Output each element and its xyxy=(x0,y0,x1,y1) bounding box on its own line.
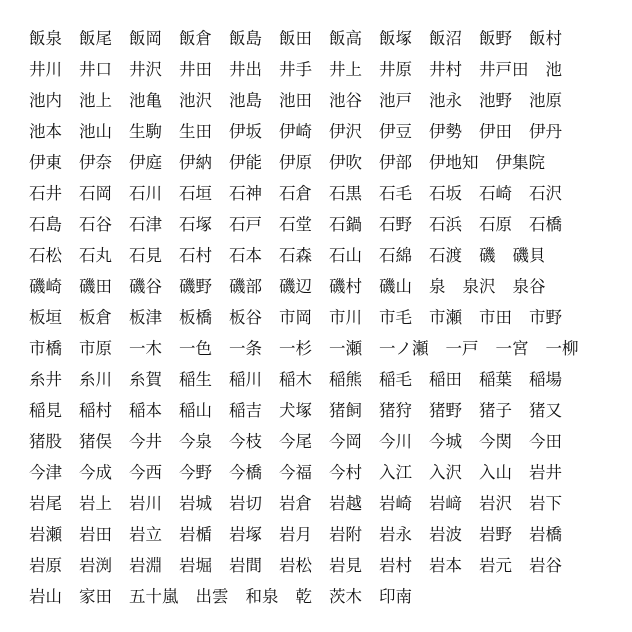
name-item: 磯部 xyxy=(229,277,262,296)
name-item: 猪子 xyxy=(479,401,512,420)
name-item: 岩谷 xyxy=(529,556,562,575)
name-item: 池 xyxy=(545,60,562,79)
name-item: 出雲 xyxy=(195,587,229,606)
name-item: 猪飼 xyxy=(329,401,362,420)
name-item: 井戸田 xyxy=(479,60,529,79)
name-item: 石堂 xyxy=(279,215,312,234)
name-item: 岩渕 xyxy=(79,556,112,575)
name-item: 石綿 xyxy=(379,246,412,265)
name-item: 岩尾 xyxy=(29,494,62,513)
name-item: 井川 xyxy=(29,60,62,79)
name-item: 岩城 xyxy=(179,494,212,513)
name-item: 石坂 xyxy=(429,184,462,203)
name-item: 井手 xyxy=(279,60,312,79)
name-item: 井村 xyxy=(429,60,462,79)
name-item: 市橋 xyxy=(29,339,62,358)
name-item: 乾 xyxy=(295,587,312,606)
name-row xyxy=(29,25,627,56)
name-item: 岩川 xyxy=(129,494,162,513)
name-item: 池田 xyxy=(279,91,312,110)
name-item: 一戸 xyxy=(445,339,479,358)
name-item: 岩堀 xyxy=(179,556,212,575)
name-item: 入沢 xyxy=(429,463,462,482)
name-item: 猪狩 xyxy=(379,401,412,420)
name-row xyxy=(29,552,627,583)
name-item: 今成 xyxy=(79,463,112,482)
name-item: 稲田 xyxy=(429,370,462,389)
name-item: 磯 xyxy=(479,246,496,265)
name-item: 飯高 xyxy=(329,29,362,48)
name-row xyxy=(29,583,627,614)
name-item: 市田 xyxy=(479,308,512,327)
name-item: 板垣 xyxy=(29,308,62,327)
name-item: 岩見 xyxy=(329,556,362,575)
name-row xyxy=(29,459,627,490)
name-item: 石丸 xyxy=(79,246,112,265)
name-item: 飯村 xyxy=(529,29,562,48)
name-item: 飯島 xyxy=(229,29,262,48)
name-item: 石井 xyxy=(29,184,62,203)
name-item: 稲吉 xyxy=(229,401,262,420)
name-item: 岩淵 xyxy=(129,556,162,575)
name-row xyxy=(29,521,627,552)
name-item: 入山 xyxy=(479,463,512,482)
name-item: 岩永 xyxy=(379,525,412,544)
name-item: 伊丹 xyxy=(529,122,562,141)
name-item: 岩崎 xyxy=(379,494,412,513)
name-item: 今城 xyxy=(429,432,462,451)
name-item: 石島 xyxy=(29,215,62,234)
name-item: 岩村 xyxy=(379,556,412,575)
name-item: 岩倉 xyxy=(279,494,312,513)
name-item: 今井 xyxy=(129,432,162,451)
name-item: 五十嵐 xyxy=(129,587,179,606)
name-item: 岩井 xyxy=(529,463,562,482)
name-item: 岩本 xyxy=(429,556,462,575)
name-item: 石見 xyxy=(129,246,162,265)
name-item: 稲場 xyxy=(529,370,562,389)
name-item: 伊東 xyxy=(29,153,62,172)
name-item: 稲木 xyxy=(279,370,312,389)
name-item: 岩月 xyxy=(279,525,312,544)
name-item: 池野 xyxy=(479,91,512,110)
name-item: 岩沢 xyxy=(479,494,512,513)
name-item: 磯村 xyxy=(329,277,362,296)
name-item: 一瀬 xyxy=(329,339,362,358)
name-item: 稲毛 xyxy=(379,370,412,389)
name-item: 一条 xyxy=(229,339,262,358)
name-grid xyxy=(29,25,627,614)
name-item: 岩波 xyxy=(429,525,462,544)
name-row xyxy=(29,56,627,87)
name-item: 石戸 xyxy=(229,215,262,234)
name-item: 今尾 xyxy=(279,432,312,451)
name-item: 和泉 xyxy=(245,587,279,606)
name-item: 井原 xyxy=(379,60,412,79)
name-row xyxy=(29,180,627,211)
name-item: 市瀬 xyxy=(429,308,462,327)
name-item: 伊納 xyxy=(179,153,212,172)
name-item: 板倉 xyxy=(79,308,112,327)
name-item: 岩野 xyxy=(479,525,512,544)
name-item: 市岡 xyxy=(279,308,312,327)
name-item: 岩橋 xyxy=(529,525,562,544)
name-item: 磯田 xyxy=(79,277,112,296)
name-item: 入江 xyxy=(379,463,412,482)
name-item: 糸川 xyxy=(79,370,112,389)
name-row xyxy=(29,490,627,521)
name-item: 泉 xyxy=(429,277,446,296)
name-item: 今野 xyxy=(179,463,212,482)
name-item: 稲山 xyxy=(179,401,212,420)
name-item: 岩山 xyxy=(29,587,62,606)
name-item: 石村 xyxy=(179,246,212,265)
name-item: 伊能 xyxy=(229,153,262,172)
name-item: 今西 xyxy=(129,463,162,482)
name-item: 石本 xyxy=(229,246,262,265)
name-item: 飯尾 xyxy=(79,29,112,48)
name-item: 一ノ瀬 xyxy=(379,339,429,358)
name-item: 伊庭 xyxy=(129,153,162,172)
name-item: 岩元 xyxy=(479,556,512,575)
name-item: 稲生 xyxy=(179,370,212,389)
name-item: 茨木 xyxy=(329,587,362,606)
name-item: 井沢 xyxy=(129,60,162,79)
name-item: 今橋 xyxy=(229,463,262,482)
name-item: 池谷 xyxy=(329,91,362,110)
name-item: 今泉 xyxy=(179,432,212,451)
name-item: 磯野 xyxy=(179,277,212,296)
name-item: 今枝 xyxy=(229,432,262,451)
name-item: 岩田 xyxy=(79,525,112,544)
name-item: 稲熊 xyxy=(329,370,362,389)
name-item: 飯塚 xyxy=(379,29,412,48)
name-item: 岩越 xyxy=(329,494,362,513)
name-item: 岩立 xyxy=(129,525,162,544)
name-item: 岩塚 xyxy=(229,525,262,544)
name-item: 稲見 xyxy=(29,401,62,420)
name-item: 石山 xyxy=(329,246,362,265)
name-item: 伊集院 xyxy=(495,153,545,172)
name-item: 今川 xyxy=(379,432,412,451)
name-item: 稲本 xyxy=(129,401,162,420)
name-item: 犬塚 xyxy=(279,401,312,420)
name-item: 岩切 xyxy=(229,494,262,513)
name-item: 飯倉 xyxy=(179,29,212,48)
name-item: 今岡 xyxy=(329,432,362,451)
name-item: 伊沢 xyxy=(329,122,362,141)
name-item: 石崎 xyxy=(479,184,512,203)
name-item: 飯岡 xyxy=(129,29,162,48)
name-item: 飯野 xyxy=(479,29,512,48)
name-item: 磯辺 xyxy=(279,277,312,296)
name-item: 伊坂 xyxy=(229,122,262,141)
name-row xyxy=(29,118,627,149)
name-item: 岩上 xyxy=(79,494,112,513)
name-item: 石川 xyxy=(129,184,162,203)
name-item: 伊地知 xyxy=(429,153,479,172)
name-item: 糸賀 xyxy=(129,370,162,389)
name-item: 生田 xyxy=(179,122,212,141)
name-item: 石津 xyxy=(129,215,162,234)
name-item: 池永 xyxy=(429,91,462,110)
name-item: 磯貝 xyxy=(512,246,546,265)
name-item: 伊吹 xyxy=(329,153,362,172)
name-item: 石松 xyxy=(29,246,62,265)
name-item: 今田 xyxy=(529,432,562,451)
name-row xyxy=(29,273,627,304)
name-item: 石鍋 xyxy=(329,215,362,234)
name-item: 石塚 xyxy=(179,215,212,234)
name-item: 池沢 xyxy=(179,91,212,110)
name-item: 市毛 xyxy=(379,308,412,327)
name-item: 石黒 xyxy=(329,184,362,203)
name-item: 伊勢 xyxy=(429,122,462,141)
name-item: 岩﨑 xyxy=(429,494,462,513)
name-item: 一柳 xyxy=(545,339,579,358)
name-item: 飯沼 xyxy=(429,29,462,48)
name-item: 池戸 xyxy=(379,91,412,110)
name-item: 市原 xyxy=(79,339,112,358)
name-item: 板谷 xyxy=(229,308,262,327)
name-item: 池本 xyxy=(29,122,62,141)
name-item: 猪又 xyxy=(529,401,562,420)
name-item: 石神 xyxy=(229,184,262,203)
name-item: 飯田 xyxy=(279,29,312,48)
name-item: 伊原 xyxy=(279,153,312,172)
name-item: 石倉 xyxy=(279,184,312,203)
name-item: 今福 xyxy=(279,463,312,482)
name-item: 稲川 xyxy=(229,370,262,389)
name-item: 今村 xyxy=(329,463,362,482)
name-item: 伊豆 xyxy=(379,122,412,141)
name-item: 生駒 xyxy=(129,122,162,141)
name-item: 池山 xyxy=(79,122,112,141)
name-item: 稲葉 xyxy=(479,370,512,389)
name-item: 岩楯 xyxy=(179,525,212,544)
name-item: 伊崎 xyxy=(279,122,312,141)
name-item: 井田 xyxy=(179,60,212,79)
name-item: 池島 xyxy=(229,91,262,110)
name-item: 石岡 xyxy=(79,184,112,203)
name-item: 猪俣 xyxy=(79,432,112,451)
name-item: 石橋 xyxy=(529,215,562,234)
name-item: 一杉 xyxy=(279,339,312,358)
name-item: 石谷 xyxy=(79,215,112,234)
name-item: 池上 xyxy=(79,91,112,110)
name-row xyxy=(29,335,627,366)
name-item: 岩下 xyxy=(529,494,562,513)
name-item: 板津 xyxy=(129,308,162,327)
name-item: 一色 xyxy=(179,339,212,358)
name-item: 石原 xyxy=(479,215,512,234)
name-item: 一木 xyxy=(129,339,162,358)
name-item: 池内 xyxy=(29,91,62,110)
name-item: 伊部 xyxy=(379,153,412,172)
name-item: 泉谷 xyxy=(512,277,546,296)
name-row xyxy=(29,211,627,242)
name-item: 今関 xyxy=(479,432,512,451)
name-row xyxy=(29,366,627,397)
name-item: 板橋 xyxy=(179,308,212,327)
name-item: 池原 xyxy=(529,91,562,110)
name-row xyxy=(29,397,627,428)
name-item: 磯谷 xyxy=(129,277,162,296)
name-item: 石森 xyxy=(279,246,312,265)
name-item: 石渡 xyxy=(429,246,462,265)
name-item: 井口 xyxy=(79,60,112,79)
name-item: 岩瀬 xyxy=(29,525,62,544)
name-item: 井出 xyxy=(229,60,262,79)
name-item: 池亀 xyxy=(129,91,162,110)
name-row xyxy=(29,242,627,273)
name-item: 糸井 xyxy=(29,370,62,389)
name-item: 一宮 xyxy=(495,339,529,358)
name-row xyxy=(29,149,627,180)
name-item: 石野 xyxy=(379,215,412,234)
name-item: 磯崎 xyxy=(29,277,62,296)
name-item: 印南 xyxy=(379,587,412,606)
name-item: 泉沢 xyxy=(462,277,496,296)
name-item: 石沢 xyxy=(529,184,562,203)
name-item: 市野 xyxy=(529,308,562,327)
name-item: 飯泉 xyxy=(29,29,62,48)
name-item: 石垣 xyxy=(179,184,212,203)
name-item: 石毛 xyxy=(379,184,412,203)
name-item: 磯山 xyxy=(379,277,412,296)
name-row xyxy=(29,87,627,118)
name-item: 井上 xyxy=(329,60,362,79)
name-item: 石浜 xyxy=(429,215,462,234)
name-row xyxy=(29,428,627,459)
name-item: 市川 xyxy=(329,308,362,327)
name-item: 稲村 xyxy=(79,401,112,420)
name-item: 伊田 xyxy=(479,122,512,141)
name-item: 伊奈 xyxy=(79,153,112,172)
name-item: 岩附 xyxy=(329,525,362,544)
name-item: 岩間 xyxy=(229,556,262,575)
name-item: 猪野 xyxy=(429,401,462,420)
name-item: 猪股 xyxy=(29,432,62,451)
name-item: 今津 xyxy=(29,463,62,482)
name-row xyxy=(29,304,627,335)
name-item: 岩原 xyxy=(29,556,62,575)
name-item: 家田 xyxy=(79,587,112,606)
name-item: 岩松 xyxy=(279,556,312,575)
